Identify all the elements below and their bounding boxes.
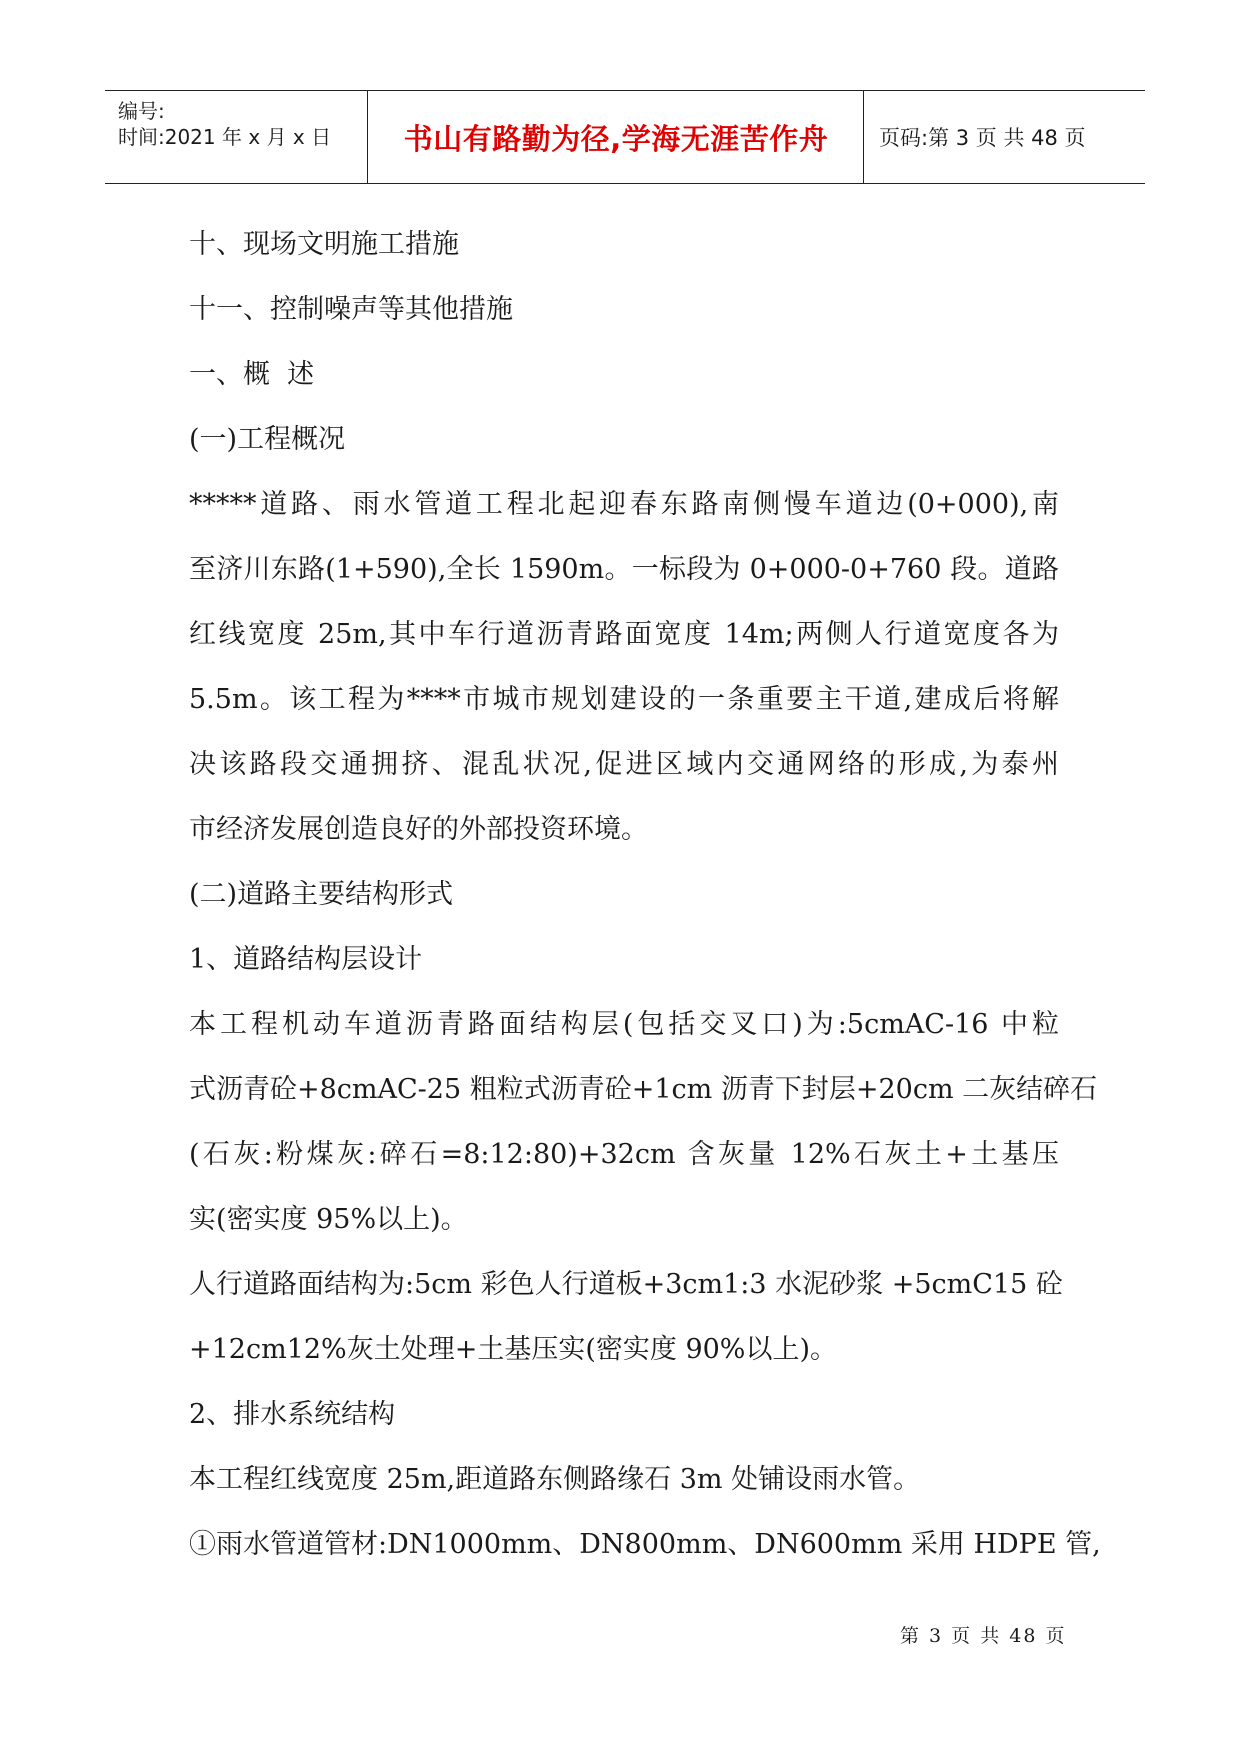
heading-line: 十、现场文明施工措施	[189, 229, 459, 260]
heading-line: 十一、控制噪声等其他措施	[189, 294, 513, 325]
page-header	[105, 90, 1145, 184]
page-info: 页码:第 3 页 共 48 页	[879, 126, 1086, 150]
time-label: 时间:2021 年 x 月 x 日	[118, 125, 332, 149]
paragraph-line: (石灰:粉煤灰:碎石=8:12:80)+32cm 含灰量 12%石灰土+土基压	[189, 1139, 1059, 1170]
paragraph-line: 实(密实度 95%以上)。	[189, 1204, 468, 1235]
paragraph-line: ①雨水管道管材:DN1000mm、DN800mm、DN600mm 采用 HDPE 管,	[189, 1529, 1101, 1560]
paragraph-line: *****道路、雨水管道工程北起迎春东路南侧慢车道边(0+000),南	[189, 489, 1059, 520]
motto-text: 书山有路勤为径,学海无涯苦作舟	[403, 121, 829, 156]
paragraph-line: 本工程机动车道沥青路面结构层(包括交叉口)为:5cmAC-16 中粒	[189, 1009, 1059, 1040]
subsection-heading: 1、道路结构层设计	[189, 944, 423, 975]
header-info-cell	[105, 91, 368, 183]
section-heading: 一、概 述	[189, 359, 315, 390]
paragraph-line: 5.5m。该工程为****市城市规划建设的一条重要主干道,建成后将解	[189, 684, 1059, 715]
subsection-heading: 2、排水系统结构	[189, 1399, 396, 1430]
subsection-heading: (一)工程概况	[189, 424, 346, 455]
paragraph-line: 红线宽度 25m,其中车行道沥青路面宽度 14m;两侧人行道宽度各为	[189, 619, 1059, 650]
paragraph-line: 人行道路面结构为:5cm 彩色人行道板+3cm1:3 水泥砂浆 +5cmC15 砼	[189, 1269, 1063, 1300]
paragraph-line: 决该路段交通拥挤、混乱状况,促进区域内交通网络的形成,为泰州	[189, 749, 1059, 780]
paragraph-line: 至济川东路(1+590),全长 1590m。一标段为 0+000-0+760 段。道路	[189, 554, 1059, 585]
paragraph-line: 本工程红线宽度 25m,距道路东侧路缘石 3m 处铺设雨水管。	[189, 1464, 921, 1495]
subsection-heading: (二)道路主要结构形式	[189, 879, 454, 910]
number-label: 编号:	[118, 99, 165, 123]
paragraph-line: 市经济发展创造良好的外部投资环境。	[189, 814, 648, 845]
paragraph-line: +12cm12%灰土处理+土基压实(密实度 90%以上)。	[189, 1334, 837, 1365]
page-footer: 第 3 页 共 48 页	[900, 1625, 1067, 1647]
paragraph-line: 式沥青砼+8cmAC-25 粗粒式沥青砼+1cm 沥青下封层+20cm 二灰结碎石	[189, 1074, 1098, 1105]
header-motto-cell	[369, 91, 864, 183]
document-body	[189, 212, 1101, 1577]
